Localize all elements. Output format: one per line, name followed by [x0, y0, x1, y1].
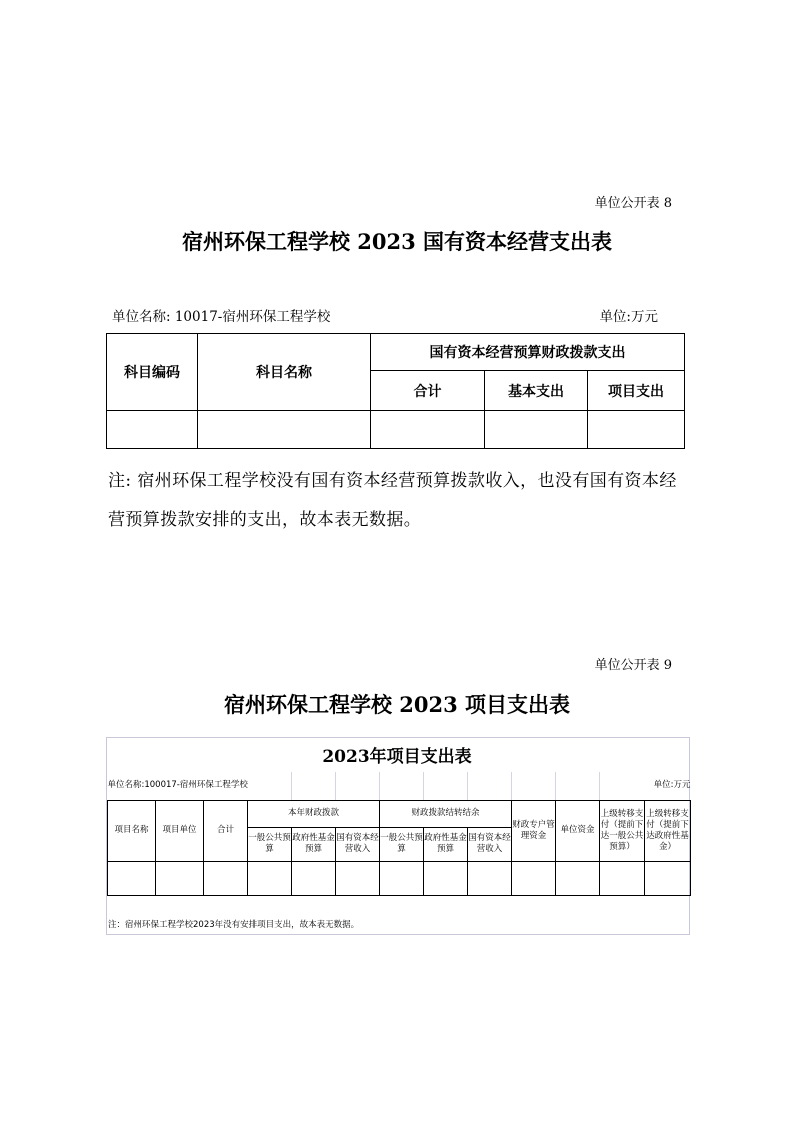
table-tag-8: 单位公开表 8	[594, 196, 672, 211]
table-row	[108, 861, 691, 895]
header-carryover: 财政拨款结转结余	[380, 800, 512, 827]
header-general-budget: 一般公共预算	[248, 827, 292, 861]
note-line: 营预算拨款安排的支出，故本表无数据。	[108, 510, 422, 530]
header-project-expense: 项目支出	[588, 371, 685, 411]
header-subject-code: 科目编码	[107, 334, 198, 411]
header-total: 合计	[371, 371, 485, 411]
unit-name-label: 单位名称:100017-宿州环保工程学校	[108, 772, 292, 800]
header-state-capital-carry: 国有资本经营收入	[468, 827, 512, 861]
header-subject-name: 科目名称	[198, 334, 371, 411]
currency-unit-label: 单位:万元	[600, 772, 691, 800]
table-cell	[371, 411, 485, 449]
unit-name-label: 单位名称: 10017-宿州环保工程学校	[112, 309, 331, 325]
header-upper-transfer-fund: 上级转移支付（提前下达政府性基金）	[645, 800, 691, 861]
project-table-title: 2023年项目支出表	[322, 747, 472, 767]
table-cell	[588, 411, 685, 449]
note-line: 注: 宿州环保工程学校没有国有资本经营预算拨款收入，也没有国有资本经	[108, 471, 677, 491]
table-tag-9: 单位公开表 9	[594, 658, 672, 673]
header-state-capital: 国有资本经营收入	[336, 827, 380, 861]
header-upper-transfer-general: 上级转移支付（提前下达一般公共预算）	[600, 800, 645, 861]
state-capital-expense-table	[106, 333, 685, 449]
table-row	[107, 411, 685, 449]
note-text-1	[108, 462, 688, 540]
header-project-unit: 项目单位	[156, 800, 204, 861]
table-cell	[485, 411, 588, 449]
header-current-year-appropriation: 本年财政拨款	[248, 800, 380, 827]
table-cell	[107, 411, 198, 449]
header-total: 合计	[204, 800, 248, 861]
header-gov-fund-budget-carry: 政府性基金预算	[424, 827, 468, 861]
header-general-budget-carry: 一般公共预算	[380, 827, 424, 861]
header-gov-fund-budget: 政府性基金预算	[292, 827, 336, 861]
currency-unit-label: 单位:万元	[599, 309, 658, 325]
project-expense-table	[107, 772, 691, 896]
table-cell	[198, 411, 371, 449]
header-special-account: 财政专户管理资金	[512, 800, 556, 861]
page-title-project-expense: 宿州环保工程学校 2023 项目支出表	[223, 692, 571, 717]
header-unit-funds: 单位资金	[556, 800, 600, 861]
note-text-2: 注：宿州环保工程学校2023年没有安排项目支出，故本表无数据。	[108, 920, 360, 930]
header-project-name: 项目名称	[108, 800, 156, 861]
page-title-state-capital: 宿州环保工程学校 2023 国有资本经营支出表	[181, 229, 613, 254]
header-basic-expense: 基本支出	[485, 371, 588, 411]
header-state-capital-group: 国有资本经营预算财政拨款支出	[371, 334, 685, 371]
